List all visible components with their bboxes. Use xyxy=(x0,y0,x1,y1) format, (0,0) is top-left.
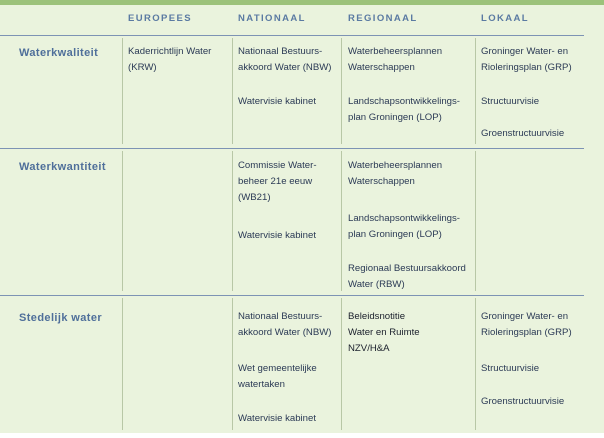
column-divider xyxy=(122,298,123,430)
cell-lokaal: Structuurvisie xyxy=(481,96,540,107)
column-header-regionaal: REGIONAAL xyxy=(348,13,418,24)
cell-regionaal: Landschapsontwikkelings- plan Groningen (LOP) xyxy=(348,213,460,240)
cell-nationaal: Watervisie kabinet xyxy=(238,413,317,424)
column-divider xyxy=(341,298,342,430)
column-divider xyxy=(341,38,342,144)
column-divider xyxy=(122,38,123,144)
row-divider-2 xyxy=(0,295,584,296)
column-divider xyxy=(475,298,476,430)
header-divider xyxy=(0,35,584,36)
row-label-stedelijk-water: Stedelijk water xyxy=(19,312,103,324)
column-header-europees: EUROPEES xyxy=(128,13,192,24)
row-divider-1 xyxy=(0,148,584,149)
cell-europees: Kaderrichtlijn Water (KRW) xyxy=(128,46,212,73)
cell-lokaal: Structuurvisie xyxy=(481,363,540,374)
cell-nationaal: Nationaal Bestuurs- akkoord Water (NBW) xyxy=(238,46,332,73)
cell-nationaal: Watervisie kabinet xyxy=(238,96,317,107)
row-label-waterkwaliteit: Waterkwaliteit xyxy=(19,47,99,59)
bottom-edge xyxy=(0,433,604,438)
cell-regionaal: Beleidsnotitie Water en Ruimte NZV/H&A xyxy=(348,311,420,354)
column-divider xyxy=(232,151,233,291)
cell-nationaal: Watervisie kabinet xyxy=(238,230,317,241)
cell-regionaal: Waterbeheersplannen Waterschappen xyxy=(348,160,443,187)
column-divider xyxy=(232,298,233,430)
cell-regionaal: Regionaal Bestuursakkoord Water (RBW) xyxy=(348,263,466,290)
column-divider xyxy=(475,151,476,291)
column-header-nationaal: NATIONAAL xyxy=(238,13,306,24)
cell-regionaal: Waterbeheersplannen Waterschappen xyxy=(348,46,443,73)
cell-nationaal: Wet gemeentelijke watertaken xyxy=(238,363,317,390)
column-divider xyxy=(122,151,123,291)
column-header-lokaal: LOKAAL xyxy=(481,13,529,24)
cell-nationaal: Commissie Water- beheer 21e eeuw (WB21) xyxy=(238,160,317,203)
cell-lokaal: Groninger Water- en Rioleringsplan (GRP) xyxy=(481,311,572,338)
column-divider xyxy=(232,38,233,144)
column-divider xyxy=(341,151,342,291)
row-label-waterkwantiteit: Waterkwantiteit xyxy=(19,161,106,173)
cell-lokaal: Groenstructuurvisie xyxy=(481,128,565,139)
cell-regionaal: Landschapsontwikkelings- plan Groningen (LOP) xyxy=(348,96,460,123)
cell-lokaal: Groenstructuurvisie xyxy=(481,396,565,407)
cell-nationaal: Nationaal Bestuurs- akkoord Water (NBW) xyxy=(238,311,332,338)
top-accent-bar xyxy=(0,0,604,5)
column-divider xyxy=(475,38,476,144)
cell-lokaal: Groninger Water- en Rioleringsplan (GRP) xyxy=(481,46,572,73)
